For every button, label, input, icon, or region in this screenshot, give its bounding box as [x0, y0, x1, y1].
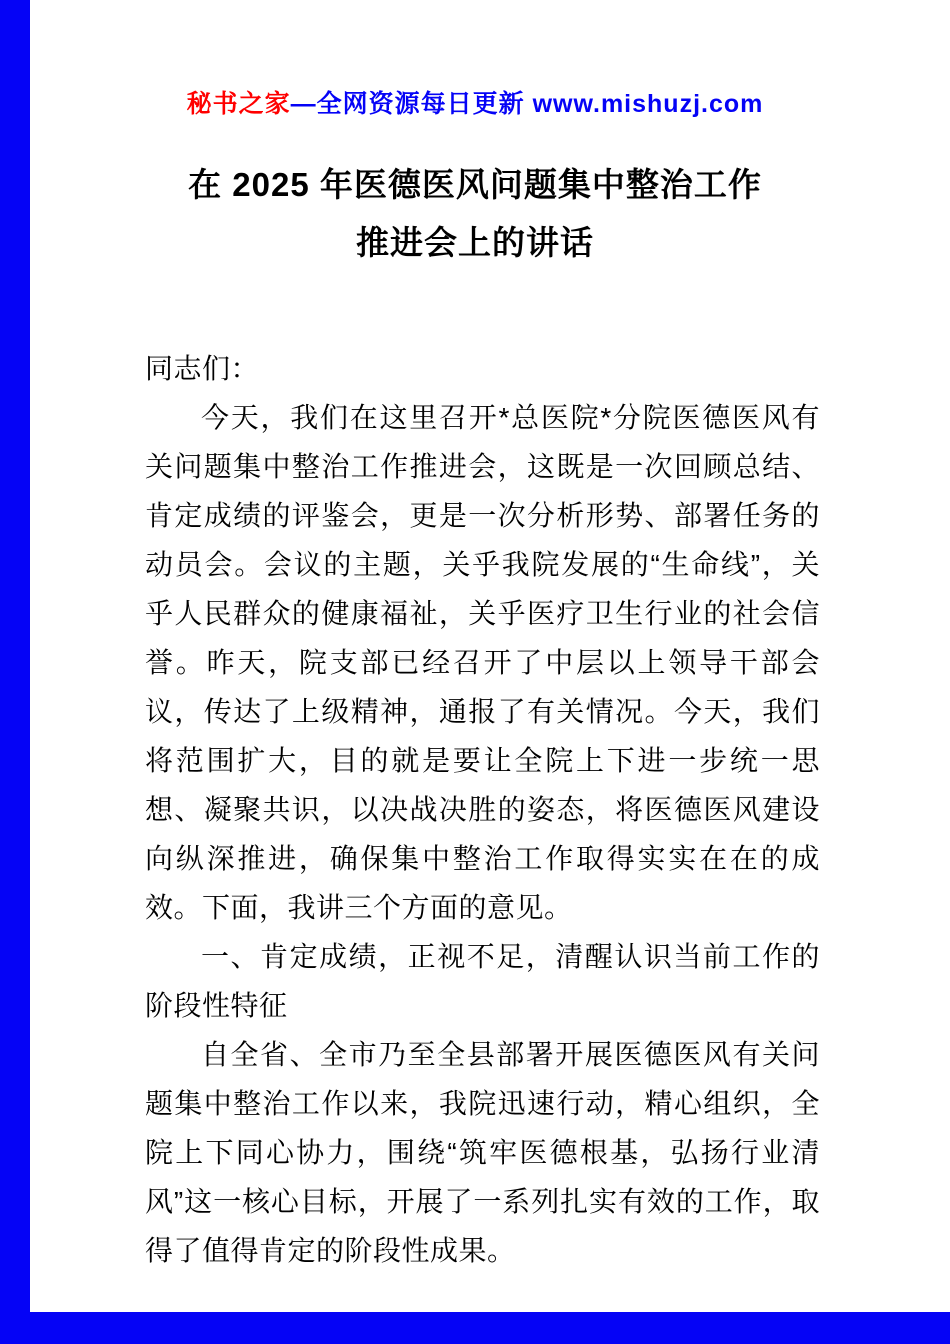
site-brand: 秘书之家 — [186, 90, 291, 118]
document-title — [30, 156, 920, 272]
section-heading-1: 一、肯定成绩，正视不足，清醒认识当前工作的阶段性特征 — [145, 941, 820, 1021]
bottom-border-strip — [0, 1312, 950, 1344]
document-title-line-1: 在 2025 年医德医风问题集中整治工作 — [188, 166, 762, 203]
paragraph-intro: 今天，我们在这里召开*总医院*分院医德医风有关问题集中整治工作推进会，这既是一次回顾总结、肯定成绩的评鉴会，更是一次分析形势、部署任务的动员会。会议的主题，关乎我院发展的“生命线”，关乎人民群众的健康福祉，关乎医疗卫生行业的社会信誉。昨天，院支部已经召开了中层以上领导干部会议，传达了上级精神，通报了有关情况。今天，我们将范围扩大，目的就是要让全院上下进一步统一思想、凝聚共识，以决战决胜的姿态，将医德医风建设向纵深推进，确保集中整治工作取得实实在在的成效。下面，我讲三个方面的意见。 — [145, 402, 820, 923]
site-tagline: —全网资源每日更新 www.mishuzj.com — [290, 90, 764, 118]
document-content — [30, 0, 920, 1275]
salutation: 同志们： — [145, 353, 260, 384]
site-header — [30, 84, 920, 120]
paragraph-section-1-intro: 自全省、全市乃至全县部署开展医德医风有关问题集中整治工作以来，我院迅速行动，精心组织，全院上下同心协力，围绕“筑牢医德根基，弘扬行业清风”这一核心目标，开展了一系列扎实有效的工作，取得了值得肯定的阶段性成果。 — [145, 1039, 820, 1266]
document-title-line-2: 推进会上的讲话 — [356, 224, 594, 261]
left-border-strip — [0, 0, 30, 1344]
document-body — [145, 344, 820, 1275]
